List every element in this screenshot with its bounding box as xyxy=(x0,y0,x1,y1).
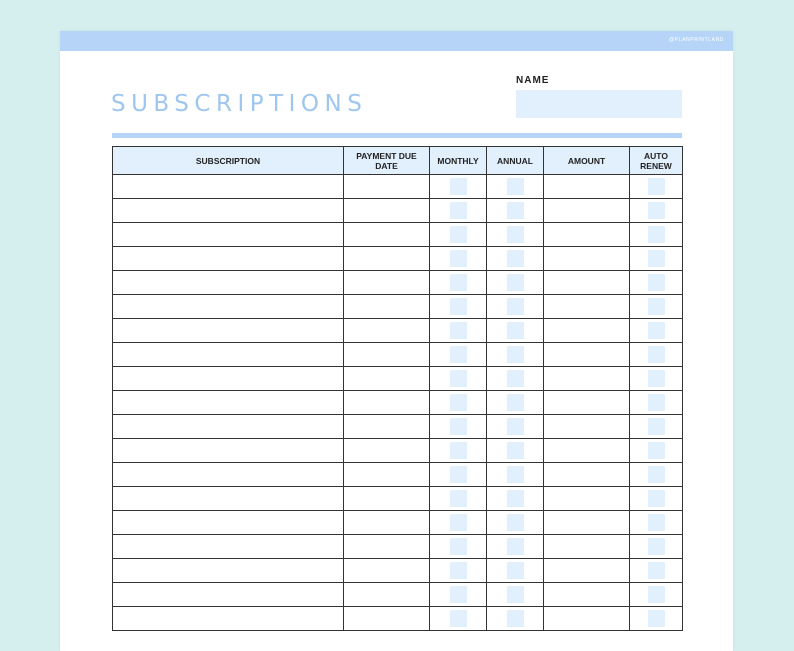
payment-due-date-cell[interactable] xyxy=(344,319,430,343)
annual-cell xyxy=(487,319,544,343)
annual-cell xyxy=(487,559,544,583)
annual-cell xyxy=(487,343,544,367)
payment-due-date-cell[interactable] xyxy=(344,583,430,607)
annual-checkbox[interactable] xyxy=(507,610,524,627)
auto-renew-cell xyxy=(630,511,683,535)
table-row xyxy=(113,535,683,559)
monthly-checkbox[interactable] xyxy=(450,202,467,219)
table-row xyxy=(113,271,683,295)
monthly-cell xyxy=(430,319,487,343)
title-divider xyxy=(112,133,682,138)
annual-checkbox[interactable] xyxy=(507,394,524,411)
annual-checkbox[interactable] xyxy=(507,370,524,387)
subscription-cell[interactable] xyxy=(113,271,344,295)
monthly-cell xyxy=(430,343,487,367)
amount-cell[interactable] xyxy=(544,535,630,559)
table-row xyxy=(113,343,683,367)
payment-due-date-cell[interactable] xyxy=(344,415,430,439)
annual-cell xyxy=(487,487,544,511)
annual-checkbox[interactable] xyxy=(507,274,524,291)
annual-cell xyxy=(487,439,544,463)
auto-renew-cell xyxy=(630,271,683,295)
subscription-cell[interactable] xyxy=(113,391,344,415)
auto-renew-cell xyxy=(630,247,683,271)
payment-due-date-cell[interactable] xyxy=(344,367,430,391)
subscription-cell[interactable] xyxy=(113,319,344,343)
annual-checkbox[interactable] xyxy=(507,346,524,363)
monthly-cell xyxy=(430,199,487,223)
monthly-cell xyxy=(430,271,487,295)
subscription-cell[interactable] xyxy=(113,367,344,391)
amount-cell[interactable] xyxy=(544,487,630,511)
auto-renew-cell xyxy=(630,415,683,439)
table-row xyxy=(113,367,683,391)
monthly-cell xyxy=(430,583,487,607)
annual-cell xyxy=(487,271,544,295)
monthly-checkbox[interactable] xyxy=(450,250,467,267)
auto-renew-cell xyxy=(630,535,683,559)
planner-page xyxy=(60,31,733,651)
table-row xyxy=(113,607,683,631)
monthly-cell xyxy=(430,367,487,391)
auto-renew-cell xyxy=(630,295,683,319)
auto-renew-checkbox[interactable] xyxy=(648,250,665,267)
monthly-cell xyxy=(430,607,487,631)
table-row xyxy=(113,391,683,415)
payment-due-date-cell[interactable] xyxy=(344,295,430,319)
annual-cell xyxy=(487,175,544,199)
auto-renew-cell xyxy=(630,583,683,607)
annual-checkbox[interactable] xyxy=(507,442,524,459)
annual-cell xyxy=(487,415,544,439)
amount-cell[interactable] xyxy=(544,415,630,439)
monthly-checkbox[interactable] xyxy=(450,346,467,363)
payment-due-date-cell[interactable] xyxy=(344,487,430,511)
monthly-cell xyxy=(430,175,487,199)
amount-cell[interactable] xyxy=(544,319,630,343)
header-auto-renew: AUTO RENEW xyxy=(630,147,683,175)
table-row xyxy=(113,175,683,199)
monthly-checkbox[interactable] xyxy=(450,514,467,531)
name-field[interactable] xyxy=(516,90,682,118)
monthly-checkbox[interactable] xyxy=(450,538,467,555)
table-row xyxy=(113,415,683,439)
payment-due-date-cell[interactable] xyxy=(344,511,430,535)
annual-cell xyxy=(487,583,544,607)
payment-due-date-cell[interactable] xyxy=(344,463,430,487)
header-monthly: MONTHLY xyxy=(430,147,487,175)
monthly-checkbox[interactable] xyxy=(450,298,467,315)
monthly-cell xyxy=(430,415,487,439)
auto-renew-cell xyxy=(630,391,683,415)
auto-renew-checkbox[interactable] xyxy=(648,466,665,483)
header-subscription: SUBSCRIPTION xyxy=(113,147,344,175)
auto-renew-cell xyxy=(630,607,683,631)
payment-due-date-cell[interactable] xyxy=(344,271,430,295)
annual-checkbox[interactable] xyxy=(507,322,524,339)
monthly-checkbox[interactable] xyxy=(450,178,467,195)
monthly-cell xyxy=(430,295,487,319)
auto-renew-checkbox[interactable] xyxy=(648,490,665,507)
annual-checkbox[interactable] xyxy=(507,538,524,555)
annual-cell xyxy=(487,223,544,247)
table-row xyxy=(113,439,683,463)
page-top-bar xyxy=(60,31,733,51)
table-row xyxy=(113,223,683,247)
monthly-checkbox[interactable] xyxy=(450,226,467,243)
auto-renew-checkbox[interactable] xyxy=(648,178,665,195)
amount-cell[interactable] xyxy=(544,391,630,415)
annual-checkbox[interactable] xyxy=(507,466,524,483)
auto-renew-checkbox[interactable] xyxy=(648,322,665,339)
annual-checkbox[interactable] xyxy=(507,250,524,267)
monthly-checkbox[interactable] xyxy=(450,322,467,339)
auto-renew-cell xyxy=(630,487,683,511)
table-row xyxy=(113,463,683,487)
annual-cell xyxy=(487,511,544,535)
annual-checkbox[interactable] xyxy=(507,418,524,435)
auto-renew-cell xyxy=(630,199,683,223)
subscription-cell[interactable] xyxy=(113,295,344,319)
annual-checkbox[interactable] xyxy=(507,562,524,579)
auto-renew-checkbox[interactable] xyxy=(648,418,665,435)
annual-cell xyxy=(487,199,544,223)
name-label: NAME xyxy=(516,75,550,86)
table-row xyxy=(113,511,683,535)
monthly-checkbox[interactable] xyxy=(450,610,467,627)
auto-renew-cell xyxy=(630,319,683,343)
auto-renew-checkbox[interactable] xyxy=(648,298,665,315)
annual-checkbox[interactable] xyxy=(507,514,524,531)
amount-cell[interactable] xyxy=(544,367,630,391)
auto-renew-checkbox[interactable] xyxy=(648,394,665,411)
auto-renew-checkbox[interactable] xyxy=(648,610,665,627)
subscription-cell[interactable] xyxy=(113,583,344,607)
monthly-cell xyxy=(430,487,487,511)
auto-renew-checkbox[interactable] xyxy=(648,346,665,363)
header-payment-due-date: PAYMENT DUE DATE xyxy=(344,147,430,175)
auto-renew-cell xyxy=(630,559,683,583)
brand-label: @PLANPRINTLAND xyxy=(669,37,724,43)
amount-cell[interactable] xyxy=(544,343,630,367)
monthly-cell xyxy=(430,247,487,271)
auto-renew-cell xyxy=(630,439,683,463)
table-row xyxy=(113,583,683,607)
auto-renew-checkbox[interactable] xyxy=(648,586,665,603)
annual-checkbox[interactable] xyxy=(507,226,524,243)
annual-cell xyxy=(487,247,544,271)
amount-cell[interactable] xyxy=(544,583,630,607)
auto-renew-checkbox[interactable] xyxy=(648,274,665,291)
monthly-checkbox[interactable] xyxy=(450,370,467,387)
auto-renew-cell xyxy=(630,175,683,199)
table-row xyxy=(113,319,683,343)
auto-renew-cell xyxy=(630,463,683,487)
subscription-cell[interactable] xyxy=(113,463,344,487)
monthly-checkbox[interactable] xyxy=(450,466,467,483)
monthly-checkbox[interactable] xyxy=(450,586,467,603)
amount-cell[interactable] xyxy=(544,295,630,319)
auto-renew-checkbox[interactable] xyxy=(648,562,665,579)
auto-renew-cell xyxy=(630,367,683,391)
table-header-row xyxy=(113,147,683,175)
payment-due-date-cell[interactable] xyxy=(344,607,430,631)
monthly-cell xyxy=(430,535,487,559)
payment-due-date-cell[interactable] xyxy=(344,439,430,463)
header-annual: ANNUAL xyxy=(487,147,544,175)
subscription-cell[interactable] xyxy=(113,607,344,631)
auto-renew-checkbox[interactable] xyxy=(648,226,665,243)
amount-cell[interactable] xyxy=(544,607,630,631)
table-row xyxy=(113,247,683,271)
monthly-checkbox[interactable] xyxy=(450,418,467,435)
amount-cell[interactable] xyxy=(544,223,630,247)
subscription-cell[interactable] xyxy=(113,511,344,535)
monthly-checkbox[interactable] xyxy=(450,442,467,459)
payment-due-date-cell[interactable] xyxy=(344,223,430,247)
table-body xyxy=(113,175,683,631)
annual-cell xyxy=(487,607,544,631)
payment-due-date-cell[interactable] xyxy=(344,247,430,271)
table-row xyxy=(113,487,683,511)
annual-cell xyxy=(487,391,544,415)
monthly-cell xyxy=(430,223,487,247)
table-row xyxy=(113,199,683,223)
annual-checkbox[interactable] xyxy=(507,298,524,315)
subscription-cell[interactable] xyxy=(113,487,344,511)
annual-checkbox[interactable] xyxy=(507,178,524,195)
subscription-cell[interactable] xyxy=(113,175,344,199)
monthly-cell xyxy=(430,511,487,535)
table-row xyxy=(113,295,683,319)
payment-due-date-cell[interactable] xyxy=(344,175,430,199)
monthly-checkbox[interactable] xyxy=(450,394,467,411)
subscription-cell[interactable] xyxy=(113,199,344,223)
monthly-cell xyxy=(430,559,487,583)
payment-due-date-cell[interactable] xyxy=(344,199,430,223)
monthly-cell xyxy=(430,463,487,487)
table-row xyxy=(113,559,683,583)
auto-renew-checkbox[interactable] xyxy=(648,514,665,531)
annual-cell xyxy=(487,535,544,559)
annual-checkbox[interactable] xyxy=(507,202,524,219)
amount-cell[interactable] xyxy=(544,439,630,463)
annual-cell xyxy=(487,295,544,319)
subscription-cell[interactable] xyxy=(113,343,344,367)
monthly-checkbox[interactable] xyxy=(450,490,467,507)
amount-cell[interactable] xyxy=(544,175,630,199)
amount-cell[interactable] xyxy=(544,247,630,271)
subscription-cell[interactable] xyxy=(113,535,344,559)
payment-due-date-cell[interactable] xyxy=(344,535,430,559)
monthly-cell xyxy=(430,391,487,415)
amount-cell[interactable] xyxy=(544,511,630,535)
auto-renew-checkbox[interactable] xyxy=(648,202,665,219)
subscription-cell[interactable] xyxy=(113,247,344,271)
payment-due-date-cell[interactable] xyxy=(344,391,430,415)
auto-renew-cell xyxy=(630,343,683,367)
payment-due-date-cell[interactable] xyxy=(344,343,430,367)
amount-cell[interactable] xyxy=(544,463,630,487)
auto-renew-checkbox[interactable] xyxy=(648,370,665,387)
annual-checkbox[interactable] xyxy=(507,490,524,507)
auto-renew-checkbox[interactable] xyxy=(648,538,665,555)
annual-checkbox[interactable] xyxy=(507,586,524,603)
subscription-cell[interactable] xyxy=(113,415,344,439)
annual-cell xyxy=(487,463,544,487)
payment-due-date-cell[interactable] xyxy=(344,559,430,583)
subscription-cell[interactable] xyxy=(113,223,344,247)
subscription-cell[interactable] xyxy=(113,559,344,583)
monthly-cell xyxy=(430,439,487,463)
auto-renew-checkbox[interactable] xyxy=(648,442,665,459)
auto-renew-cell xyxy=(630,223,683,247)
amount-cell[interactable] xyxy=(544,271,630,295)
page-title: SUBSCRIPTIONS xyxy=(111,91,368,117)
subscription-cell[interactable] xyxy=(113,439,344,463)
monthly-checkbox[interactable] xyxy=(450,274,467,291)
monthly-checkbox[interactable] xyxy=(450,562,467,579)
amount-cell[interactable] xyxy=(544,559,630,583)
subscriptions-table xyxy=(112,146,683,631)
annual-cell xyxy=(487,367,544,391)
amount-cell[interactable] xyxy=(544,199,630,223)
header-amount: AMOUNT xyxy=(544,147,630,175)
